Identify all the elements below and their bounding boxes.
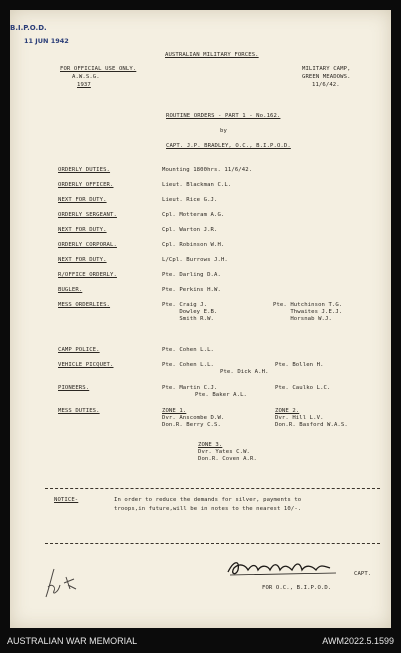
duty-value: Lieut. Blackman C.L.: [162, 182, 232, 188]
duty-value: Lieut. Rice G.J.: [162, 197, 218, 203]
pioneer-member: Pte. Caulko L.C.: [275, 385, 331, 391]
orders-title: ROUTINE ORDERS - PART 1 - No.162.: [166, 113, 281, 119]
zone-2-heading: ZONE 2.: [275, 408, 300, 414]
duty-label: ORDERLY CORPORAL.: [58, 242, 117, 248]
footer-institution: AUSTRALIAN WAR MEMORIAL: [7, 636, 138, 646]
duty-label: NEXT FOR DUTY.: [58, 197, 107, 203]
header-right-line1: MILITARY CAMP,: [302, 66, 351, 72]
header-left-line1: FOR OFFICIAL USE ONLY.: [60, 66, 137, 72]
orders-author: CAPT. J.P. BRADLEY, O.C., B.I.P.O.D.: [166, 143, 291, 149]
duty-label: NEXT FOR DUTY.: [58, 227, 107, 233]
notice-text-line1: In order to reduce the demands for silver, payments to: [114, 497, 302, 503]
notice-label: NOTICE-: [54, 497, 79, 503]
camp-police-label: CAMP POLICE.: [58, 347, 100, 353]
duty-value: L/Cpl. Burrows J.H.: [162, 257, 228, 263]
notice-text-line2: troops,in future,will be in notes to the nearest 10/-.: [114, 506, 302, 512]
vehicle-picquet-member: Pte. Cohen L.L.: [162, 362, 215, 368]
signature-for-line: FOR O.C., B.I.P.O.D.: [262, 585, 332, 591]
mess-orderly: Horsnab W.J.: [273, 316, 332, 322]
vehicle-picquet-label: VEHICLE PICQUET.: [58, 362, 114, 368]
separator-line: [45, 543, 380, 544]
header-left-line3: 1937: [77, 82, 91, 88]
orders-by: by: [220, 128, 227, 134]
header-left-line2: A.W.S.G.: [72, 74, 100, 80]
archive-footer: [0, 628, 401, 653]
zone-2-member: Dvr. Hill L.V.: [275, 415, 324, 421]
duty-value: Pte. Darling D.A.: [162, 272, 221, 278]
pioneer-member: Pte. Martin C.J.: [162, 385, 218, 391]
zone-1-heading: ZONE 1.: [162, 408, 187, 414]
zone-3-member: Don.R. Coven A.R.: [198, 456, 257, 462]
duty-label: ORDERLY SERGEANT.: [58, 212, 117, 218]
zone-3-heading: ZONE 3.: [198, 442, 223, 448]
duty-label: R/OFFICE ORDERLY.: [58, 272, 117, 278]
mess-orderly: Pte. Hutchinson T.G.: [273, 302, 343, 308]
zone-1-member: Don.R. Berry C.S.: [162, 422, 221, 428]
separator-line: [45, 488, 380, 489]
duty-value: Cpl. Robinson W.H.: [162, 242, 225, 248]
zone-3-member: Dvr. Yates C.W.: [198, 449, 251, 455]
document-page: [10, 10, 391, 628]
zone-1-member: Dvr. Anscombe D.W.: [162, 415, 225, 421]
duty-value: Cpl. Warton J.R.: [162, 227, 218, 233]
pioneer-member: Pte. Baker A.L.: [195, 392, 248, 398]
vehicle-picquet-member: Pte. Dick A.H.: [220, 369, 269, 375]
duty-value: Cpl. Motteram A.G.: [162, 212, 225, 218]
duty-label: ORDERLY DUTIES.: [58, 167, 111, 173]
duty-label: BUGLER.: [58, 287, 83, 293]
receipt-stamp-date: 11 JUN 1942: [24, 37, 69, 45]
mess-orderly: Thwaites J.E.J.: [273, 309, 343, 315]
mess-duties-label: MESS DUTIES.: [58, 408, 100, 414]
handwritten-signature: [226, 558, 346, 578]
camp-police-value: Pte. Cohen L.L.: [162, 347, 215, 353]
pioneers-label: PIONEERS.: [58, 385, 90, 391]
handwritten-initials: [40, 565, 80, 601]
duty-value: Pte. Perkins H.W.: [162, 287, 221, 293]
receipt-stamp-line1: B.I.P.O.D.: [10, 24, 47, 32]
vehicle-picquet-member: Pte. Bollen H.: [275, 362, 324, 368]
zone-2-member: Don.R. Basford W.A.S.: [275, 422, 348, 428]
header-center: AUSTRALIAN MILITARY FORCES.: [165, 52, 259, 58]
signature-rank: CAPT.: [354, 571, 372, 577]
duty-value: Mounting 1800hrs. 11/6/42.: [162, 167, 253, 173]
duty-label: NEXT FOR DUTY.: [58, 257, 107, 263]
duty-label: ORDERLY OFFICER.: [58, 182, 114, 188]
mess-orderlies-label: MESS ORDERLIES.: [58, 302, 111, 308]
mess-orderly: Dowley E.B.: [162, 309, 218, 315]
header-right-line2: GREEN MEADOWS.: [302, 74, 351, 80]
footer-accession-number: AWM2022.5.1599: [322, 636, 394, 646]
mess-orderly: Pte. Craig J.: [162, 302, 208, 308]
mess-orderly: Smith R.W.: [162, 316, 215, 322]
header-right-line3: 11/6/42.: [312, 82, 340, 88]
